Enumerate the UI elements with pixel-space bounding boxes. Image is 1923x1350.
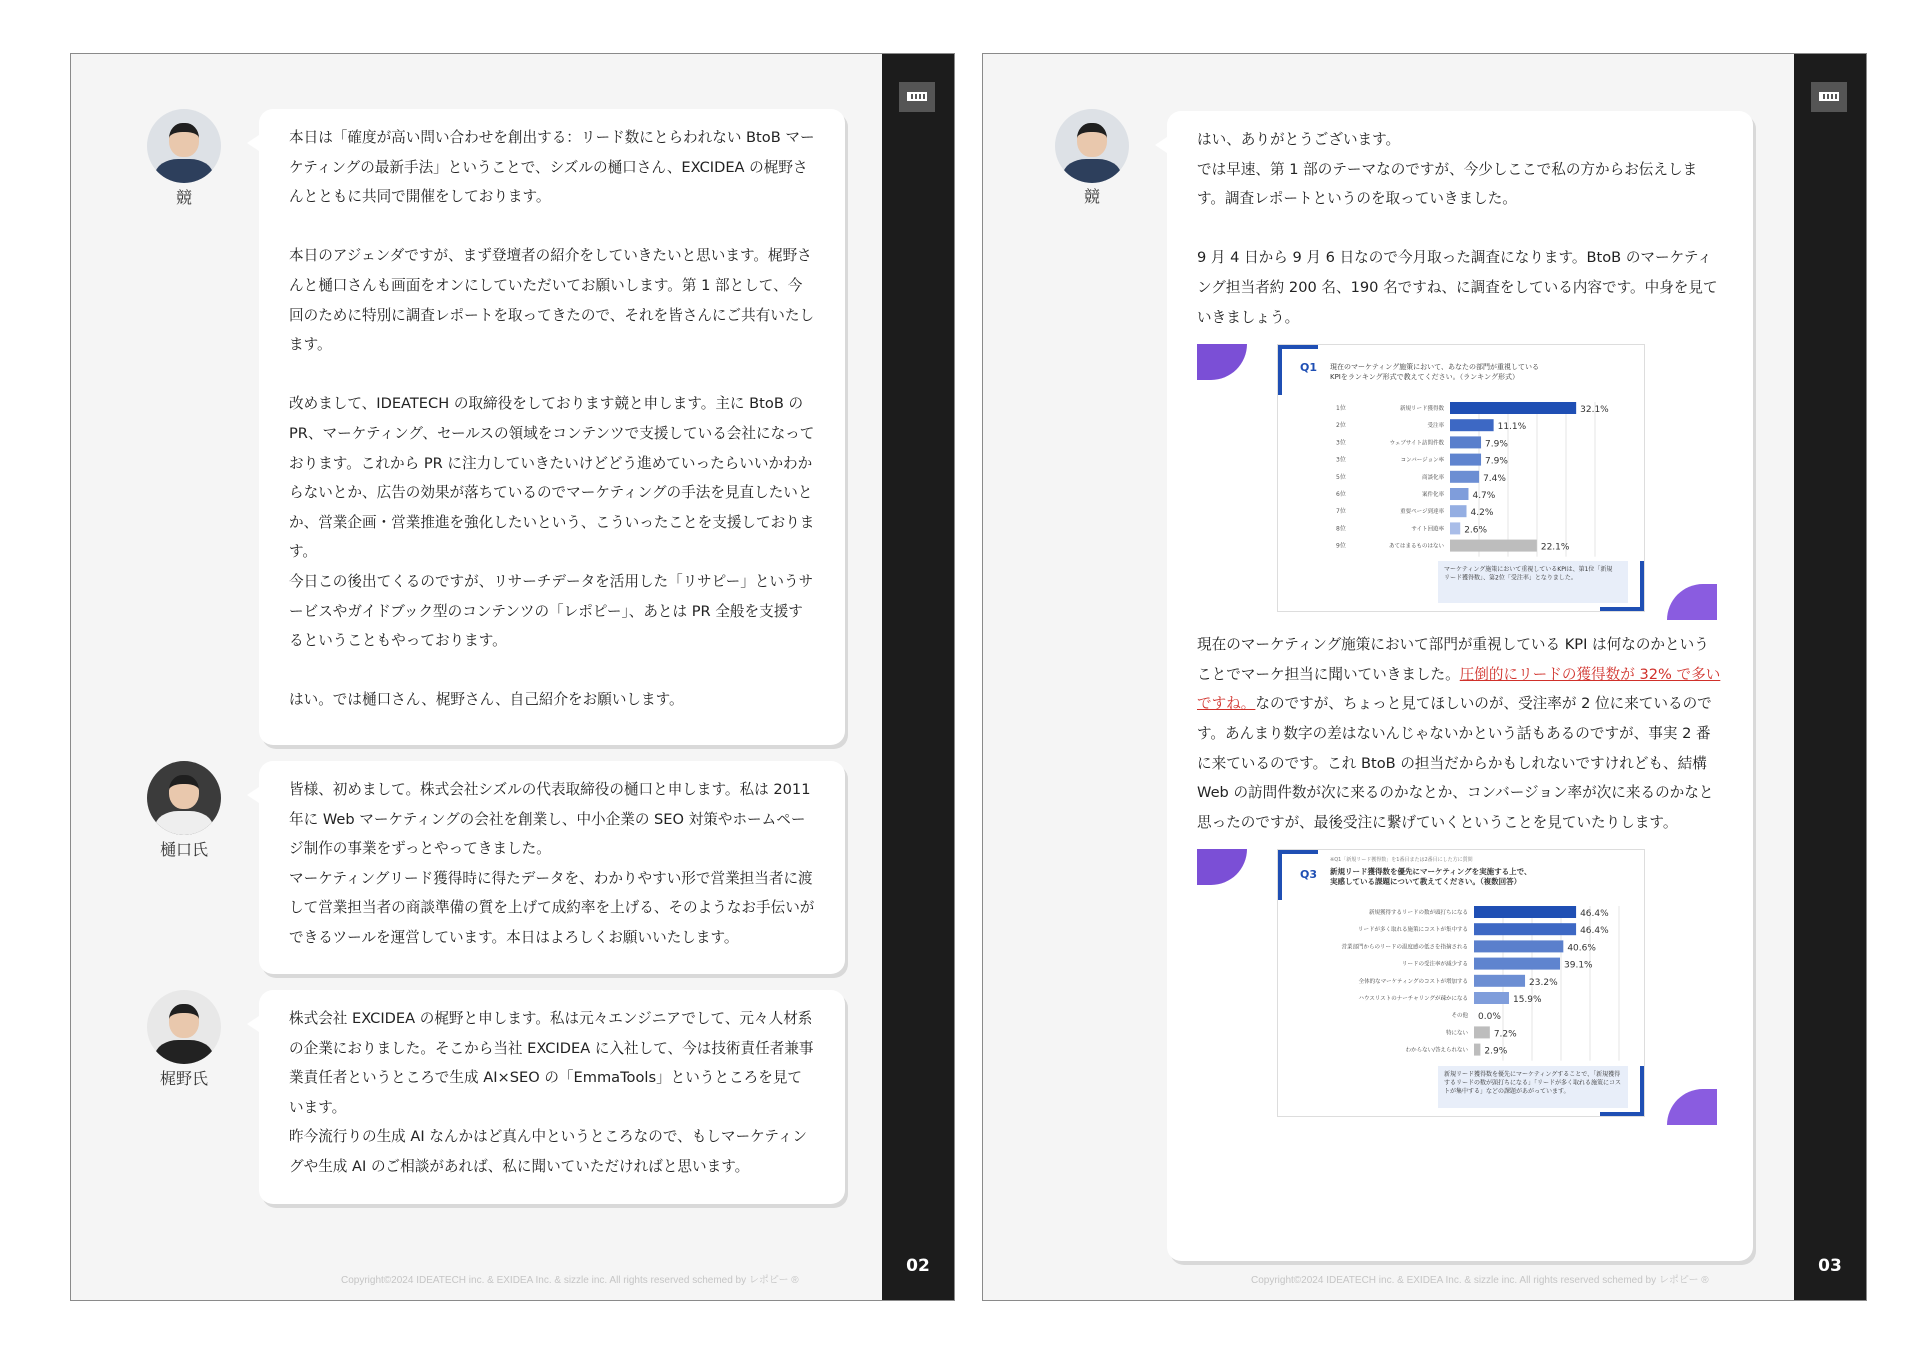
page-03 [982,53,1867,1301]
question-id: Q1 [1300,361,1318,375]
decorative-shape [1197,344,1247,380]
bar [1450,454,1481,466]
paragraph: 昨今流行りの生成 AI なんかはど真ん中というところなので、もしマーケティングや生成 AI のご相談があれば、私に聞いていただければと思います。 [289,1128,808,1175]
paragraph: はい。では樋口さん、梶野さん、自己紹介をお願いします。 [289,691,684,709]
category-label: その他 [1451,1013,1468,1020]
category-label: リードの受注率が減少する [1401,961,1468,968]
summary-text: トが集中する」などの課題があがっています。 [1444,1088,1570,1096]
chart-title: KPIをランキング形式で教えてください。（ランキング形式） [1330,373,1519,382]
page-number: 02 [906,1256,930,1276]
rank-label: 9位 [1336,542,1346,550]
copyright-footer: Copyright©2024 IDEATECH inc. & EXIDEA Inc. & sizzle inc. All rights reserved schemed by レポピー ® [341,1275,799,1286]
paragraph: マーケティングリード獲得時に得たデータを、わかりやすい形で営業担当者に渡して営業担当者の商談準備の質を上げて成約率を上げる、そのようなお手伝いができるツールを運営しています。本日はよろしくお願いいたします。 [289,869,815,946]
chart-svg [1278,850,1644,1116]
page-number: 03 [1818,1256,1842,1276]
conversation [124,109,845,1204]
chart-svg [1278,345,1644,611]
battery-icon[interactable] [899,82,935,112]
avatar-kajino [147,990,221,1064]
bar [1450,437,1481,449]
bar [1474,941,1563,953]
speaker-name: 競 [1083,187,1100,206]
speaker [124,109,244,208]
decorative-shape [1197,849,1247,885]
corner-accent [1278,345,1318,349]
speaker-row [124,109,845,745]
paragraph [1197,630,1723,837]
paragraph: 改めまして、IDEATECH の取締役をしております競と申します。主に BtoB の PR、マーケティング、セールスの領域をコンテンツで支援している会社になっております。これから PR に注力していきたいけどどう進めていったらいいかわからないとか、広告の効果が落ちているのでマーケティングの手法を見直したいとか、営業企画・営業推進を強化したいという、こういったことを支援しております。 [289,395,815,561]
decorative-shape [1667,1089,1717,1125]
rank-label: 3位 [1336,439,1346,447]
summary-text: するリードの数が頭打ちになる」「リードが多く取れる施策にコス [1444,1079,1622,1087]
avatar-higuchi [147,761,221,835]
value-label: 7.2% [1493,1029,1517,1040]
value-label: 2.9% [1484,1046,1508,1057]
rank-label: 5位 [1336,473,1346,481]
category-label: わからない/答えられない [1405,1047,1468,1054]
value-label: 39.1% [1564,960,1593,971]
side-strip [1794,54,1866,1300]
question-id: Q3 [1300,868,1318,882]
speaker-row [124,990,845,1204]
category-label: 重要ページ到達率 [1400,509,1444,516]
rank-label: 8位 [1336,525,1346,533]
text: なのですが、ちょっと見てほしいのが、受注率が 2 位に来ているのです。あんまり数字の差はないんじゃないかという話もあるのですが、事実 2 番に来ているのです。これ BtoB の担当だからかもしれないですけれども、結構 Web の訪問件数が次に来るのかなとか、コンバージョン率が次に来るのかなと思ったのですが、最後受注に繋げていくということを見ていたりします。 [1197,695,1714,831]
chart-q3 [1277,849,1645,1117]
bar [1450,523,1460,535]
value-label: 4.7% [1472,491,1496,502]
speech-bubble [1167,111,1753,1261]
category-label: 営業部門からのリードの温度感の低さを指摘される [1341,944,1468,951]
paragraph: 株式会社 EXCIDEA の梶野と申します。私は元々エンジニアでして、元々人材系の企業におりました。そこから当社 EXCIDEA に入社して、今は技術責任者兼事業責任者というところで生成 AI×SEO の「EmmaTools」というところを見ています。 [289,1010,814,1116]
page-02 [70,53,955,1301]
category-label: あてはまるものはない [1388,543,1444,550]
corner-accent [1600,607,1644,611]
chart-q1 [1277,344,1645,612]
category-label: 全体的なマーケティングのコストが増加する [1358,979,1468,986]
decorative-shape [1667,584,1717,620]
bar [1450,505,1467,517]
paragraph: 皆様、初めまして。株式会社シズルの代表取締役の樋口と申します。私は 2011 年に Web マーケティングの会社を創業し、中小企業の SEO 対策やホームページ制作の事業をずっとやってきました。 [289,781,816,858]
chart-title: 実感している課題について教えてください。（複数回答） [1330,877,1522,887]
value-label: 46.4% [1580,909,1609,920]
bar [1474,906,1576,918]
chart-q1-wrap [1197,344,1723,612]
paragraph: では早速、第 1 部のテーマなのですが、今少しここで私の方からお伝えします。調査レポートというのを取っていきました。 [1197,160,1698,208]
paragraph: 本日のアジェンダですが、まず登壇者の紹介をしていきたいと思います。梶野さんと樋口さんも画面をオンにしていただいてお願いします。第 1 部として、今回のために特別に調査レポートを取ってきたので、それを皆さんにご共有いたします。 [289,247,815,354]
corner-accent [1640,561,1644,611]
value-label: 4.2% [1470,508,1494,519]
bar [1474,1027,1490,1039]
value-label: 46.4% [1580,926,1609,937]
bar [1450,540,1537,552]
value-label: 11.1% [1497,422,1527,433]
bar [1450,488,1468,500]
category-label: 受注率 [1427,423,1444,430]
value-label: 40.6% [1567,943,1596,954]
text: 現在のマーケティング施策において部門が重視している KPI は何なのかということでマーケ担当に聞いていきました。 [1197,636,1709,683]
category-label: サイト回遊率 [1411,526,1444,533]
value-label: 7.9% [1485,439,1508,450]
rank-label: 2位 [1336,422,1346,430]
corner-accent [1600,1112,1644,1116]
speaker-row [124,761,845,974]
chart-title: 現在のマーケティング施策において、あなたの部門が重視している [1330,363,1540,372]
value-label: 7.9% [1485,456,1508,467]
speaker-name: 樋口氏 [159,840,208,859]
rank-label: 3位 [1336,456,1346,464]
side-strip [882,54,954,1300]
summary-text: 新規リード獲得数を優先にマーケティングすることで、「新規獲得 [1444,1071,1621,1079]
rank-label: 7位 [1336,508,1346,516]
corner-accent [1278,850,1318,854]
category-label: 商談化率 [1421,474,1444,481]
chart-q3-wrap [1197,849,1723,1117]
speaker [124,761,244,860]
speech-bubble [259,990,845,1204]
category-label: コンバージョン率 [1400,457,1444,464]
paragraph: はい、ありがとうございます。 [1197,131,1401,148]
speech-bubble [259,761,845,974]
avatar-kyo [147,109,221,183]
rank-label: 1位 [1336,405,1346,413]
category-label: 新規獲得するリードの数が頭打ちになる [1368,910,1468,917]
bar [1450,419,1494,431]
category-label: 案件化率 [1421,492,1444,499]
category-label: リードが多く取れる施策にコストが集中する [1357,927,1468,934]
value-label: 15.9% [1512,995,1542,1006]
speech-bubble [259,109,845,745]
corner-accent [1278,345,1282,395]
chart-subtitle: ※Q1「新規リード獲得数」を1番目または2番目にした方に質問 [1330,857,1473,864]
corner-accent [1278,850,1282,900]
corner-accent [1640,1066,1644,1116]
bar [1474,992,1509,1004]
bar [1474,1044,1480,1056]
bar [1450,471,1479,483]
value-label: 0.0% [1478,1012,1501,1023]
rank-label: 6位 [1336,491,1346,499]
paragraph: 今日この後出てくるのですが、リサーチデータを活用した「リサピー」というサービスやガイドブック型のコンテンツの「レポピー」、あとは PR 全般を支援するということもやっております。 [289,572,814,650]
speaker-name: 競 [175,188,192,207]
chart-title: 新規リード獲得数を優先にマーケティングを実施する上で、 [1330,867,1532,877]
value-label: 23.2% [1529,978,1558,989]
value-label: 22.1% [1540,542,1570,553]
value-label: 32.1% [1580,405,1609,416]
value-label: 7.4% [1483,473,1506,484]
paragraph: 本日は「確度が高い問い合わせを創出する：リード数にとらわれない BtoB マーケティングの最新手法」ということで、シズルの樋口さん、EXCIDEA の梶野さんとともに共同で開催をしております。 [289,129,815,206]
speaker-name: 梶野氏 [159,1069,208,1088]
summary-text: マーケティング施策において重視しているKPIは、第1位「新規 [1444,566,1613,574]
bar [1450,402,1576,414]
summary-text: リード獲得数」、第2位「受注率」となりました。 [1444,574,1577,582]
bar [1474,975,1525,987]
bar [1474,958,1560,970]
category-label: 新規リード獲得数 [1399,406,1444,413]
copyright-footer: Copyright©2024 IDEATECH inc. & EXIDEA Inc. & sizzle inc. All rights reserved schemed by レポピー ® [1251,1275,1709,1286]
category-label: ウェブサイト訪問件数 [1389,440,1444,447]
avatar-kyo [1055,109,1129,183]
paragraph: 9 月 4 日から 9 月 6 日なので今月取った調査になります。BtoB のマーケティング担当者約 200 名、190 名ですね、に調査をしている内容です。中身を見ていきましょう。 [1197,249,1718,326]
battery-icon[interactable] [1811,82,1847,112]
speaker [124,990,244,1089]
value-label: 2.6% [1464,525,1488,536]
category-label: 特にない [1445,1030,1468,1037]
bar [1474,924,1576,936]
highlighted-text: 圧倒的にリードの獲得数が 32% で多いですね。 [1197,665,1721,713]
category-label: ハウスリストのナーチャリングが疎かになる [1358,996,1468,1003]
